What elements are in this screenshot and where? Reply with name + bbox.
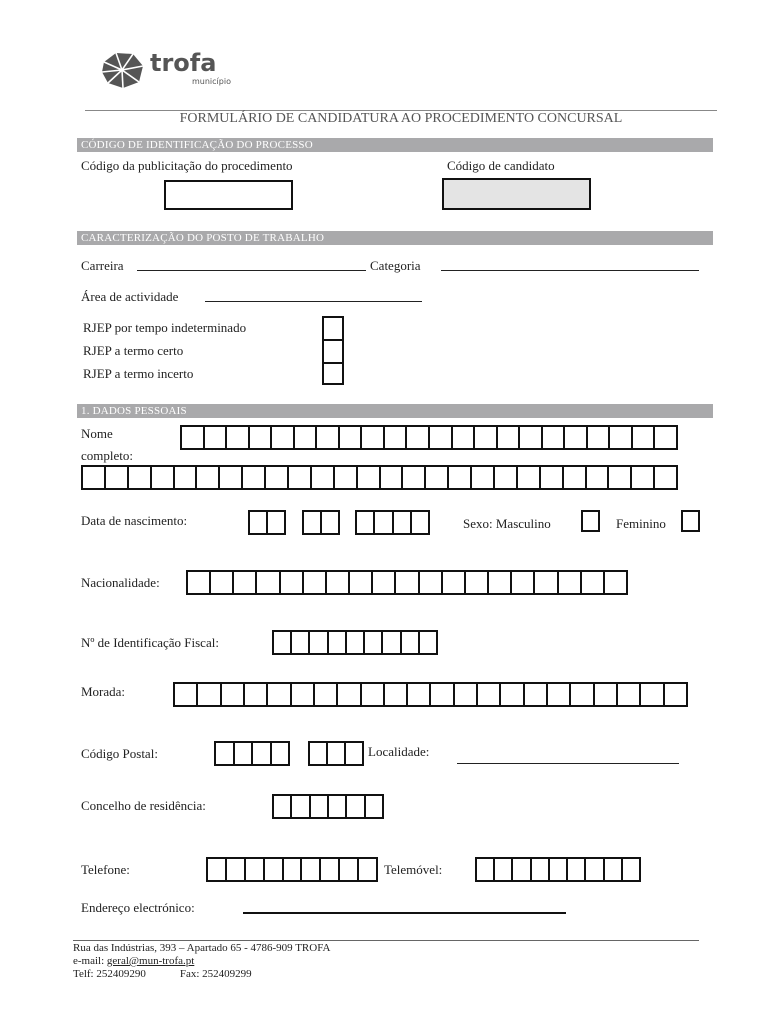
char-cell[interactable] — [268, 684, 291, 705]
char-cell[interactable] — [582, 572, 605, 593]
char-cell[interactable] — [245, 684, 268, 705]
char-cell[interactable] — [205, 427, 228, 448]
candidate-code-label: Código de candidato — [447, 158, 555, 173]
full-name-field-line2[interactable] — [81, 465, 678, 490]
council-field[interactable] — [272, 794, 384, 819]
postal-code-label: Código Postal: — [81, 746, 158, 761]
char-cell[interactable] — [359, 859, 376, 880]
char-cell[interactable] — [455, 684, 478, 705]
categoria-label: Categoria — [370, 258, 421, 273]
char-cell[interactable] — [605, 572, 626, 593]
option-indeterminate-label: RJEP por tempo indeterminado — [83, 320, 247, 335]
char-cell[interactable] — [571, 684, 594, 705]
char-cell[interactable] — [385, 684, 408, 705]
nationality-label: Nacionalidade: — [81, 575, 160, 590]
char-cell[interactable] — [564, 467, 587, 488]
full-name-field-line1[interactable] — [180, 425, 678, 450]
char-cell[interactable] — [227, 427, 250, 448]
char-cell[interactable] — [272, 743, 289, 764]
locality-label: Localidade: — [368, 744, 430, 759]
char-cell[interactable] — [407, 427, 430, 448]
char-cell[interactable] — [310, 743, 328, 764]
char-cell[interactable] — [396, 572, 419, 593]
char-cell[interactable] — [366, 796, 382, 817]
rjep-uncertain-term-checkbox[interactable] — [324, 364, 342, 385]
char-cell[interactable] — [292, 632, 310, 653]
char-cell[interactable] — [304, 512, 322, 533]
char-cell[interactable] — [302, 859, 321, 880]
footer-email-line — [73, 955, 330, 968]
phone-field[interactable] — [206, 857, 378, 882]
char-cell[interactable] — [335, 467, 358, 488]
section-personal-header: 1. DADOS PESSOAIS — [77, 404, 713, 418]
section-post-header: CARACTERIZAÇÃO DO POSTO DE TRABALHO — [77, 231, 713, 245]
char-cell[interactable] — [443, 572, 466, 593]
char-cell[interactable] — [208, 859, 227, 880]
char-cell[interactable] — [250, 427, 273, 448]
char-cell[interactable] — [609, 467, 632, 488]
char-cell[interactable] — [632, 467, 655, 488]
char-cell[interactable] — [328, 743, 346, 764]
carreira-field[interactable] — [137, 270, 366, 271]
footer-phone: Telf: 252409290 — [73, 968, 146, 980]
char-cell[interactable] — [362, 684, 385, 705]
char-cell[interactable] — [338, 684, 361, 705]
name-label-line1: Nome — [81, 426, 113, 441]
char-cell[interactable] — [362, 427, 385, 448]
char-cell[interactable] — [292, 684, 315, 705]
section-process-header: CÓDIGO DE IDENTIFICAÇÃO DO PROCESSO — [77, 138, 713, 152]
char-cell[interactable] — [605, 859, 623, 880]
char-cell[interactable] — [394, 512, 412, 533]
char-cell[interactable] — [265, 859, 284, 880]
char-cell[interactable] — [535, 572, 558, 593]
char-cell[interactable] — [610, 427, 633, 448]
char-cell[interactable] — [235, 743, 254, 764]
footer-email-link[interactable]: geral@mun-trofa.pt — [106, 955, 195, 967]
council-label: Concelho de residência: — [81, 798, 206, 813]
postal-code-suffix-field[interactable] — [308, 741, 364, 766]
char-cell[interactable] — [317, 427, 340, 448]
char-cell[interactable] — [513, 859, 531, 880]
char-cell[interactable] — [518, 467, 541, 488]
char-cell[interactable] — [431, 684, 454, 705]
char-cell[interactable] — [243, 467, 266, 488]
char-cell[interactable] — [350, 572, 373, 593]
char-cell[interactable] — [430, 427, 453, 448]
char-cell[interactable] — [340, 427, 363, 448]
char-cell[interactable] — [250, 512, 268, 533]
logo-name: trofa — [150, 49, 217, 77]
char-cell[interactable] — [295, 427, 318, 448]
char-cell[interactable] — [525, 684, 548, 705]
mobile-label: Telemóvel: — [384, 862, 443, 877]
birth-day-field[interactable] — [248, 510, 286, 535]
char-cell[interactable] — [548, 684, 571, 705]
char-cell[interactable] — [420, 572, 443, 593]
char-cell[interactable] — [272, 427, 295, 448]
char-cell[interactable] — [284, 859, 303, 880]
sex-female-label: Feminino — [616, 516, 666, 531]
char-cell[interactable] — [292, 796, 310, 817]
char-cell[interactable] — [83, 467, 106, 488]
char-cell[interactable] — [655, 467, 676, 488]
footer-address: Rua das Indústrias, 393 – Apartado 65 - 4786-909 TROFA — [73, 942, 331, 954]
option-fixed-term-label: RJEP a termo certo — [83, 343, 184, 358]
footer-email-prefix: e-mail: — [73, 955, 107, 967]
char-cell[interactable] — [520, 427, 543, 448]
char-cell[interactable] — [304, 572, 327, 593]
area-field[interactable] — [205, 301, 422, 302]
area-label: Área de actividade — [81, 289, 179, 304]
char-cell[interactable] — [175, 684, 198, 705]
postal-code-main-field[interactable] — [214, 741, 290, 766]
char-cell[interactable] — [274, 632, 292, 653]
char-cell[interactable] — [543, 427, 566, 448]
char-cell[interactable] — [501, 684, 524, 705]
char-cell[interactable] — [618, 684, 641, 705]
char-cell[interactable] — [253, 743, 272, 764]
char-cell[interactable] — [472, 467, 495, 488]
char-cell[interactable] — [495, 467, 518, 488]
carreira-label: Carreira — [81, 258, 124, 273]
mobile-field[interactable] — [475, 857, 641, 882]
char-cell[interactable] — [197, 467, 220, 488]
char-cell[interactable] — [234, 572, 257, 593]
char-cell[interactable] — [655, 427, 676, 448]
char-cell[interactable] — [412, 512, 428, 533]
char-cell[interactable] — [383, 632, 401, 653]
char-cell[interactable] — [188, 572, 211, 593]
char-cell[interactable] — [489, 572, 512, 593]
email-field[interactable] — [243, 912, 566, 914]
char-cell[interactable] — [373, 572, 396, 593]
rjep-fixed-term-checkbox[interactable] — [324, 341, 342, 364]
footer-fax: Fax: 252409299 — [179, 968, 252, 980]
sex-female-checkbox[interactable] — [681, 510, 700, 532]
char-cell[interactable] — [310, 632, 328, 653]
char-cell[interactable] — [408, 684, 431, 705]
char-cell[interactable] — [550, 859, 568, 880]
char-cell[interactable] — [358, 467, 381, 488]
birth-month-field[interactable] — [302, 510, 340, 535]
char-cell[interactable] — [568, 859, 586, 880]
char-cell[interactable] — [347, 796, 365, 817]
char-cell[interactable] — [402, 632, 420, 653]
char-cell[interactable] — [216, 743, 235, 764]
char-cell[interactable] — [222, 684, 245, 705]
char-cell[interactable] — [375, 512, 393, 533]
pub-code-label: Código da publicitação do procedimento — [81, 158, 293, 173]
char-cell[interactable] — [426, 467, 449, 488]
email-label: Endereço electrónico: — [81, 900, 195, 915]
char-cell[interactable] — [329, 632, 347, 653]
municipality-logo — [100, 50, 230, 90]
char-cell[interactable] — [220, 467, 243, 488]
char-cell[interactable] — [315, 684, 338, 705]
char-cell[interactable] — [365, 632, 383, 653]
logo-subtitle: município — [192, 77, 231, 86]
char-cell[interactable] — [106, 467, 129, 488]
char-cell[interactable] — [329, 796, 347, 817]
char-cell[interactable] — [495, 859, 513, 880]
char-cell[interactable] — [641, 684, 664, 705]
char-cell[interactable] — [532, 859, 550, 880]
char-cell[interactable] — [633, 427, 656, 448]
birth-year-field[interactable] — [355, 510, 430, 535]
char-cell[interactable] — [512, 572, 535, 593]
categoria-field[interactable] — [441, 270, 699, 271]
char-cell[interactable] — [478, 684, 501, 705]
char-cell[interactable] — [385, 427, 408, 448]
char-cell[interactable] — [289, 467, 312, 488]
char-cell[interactable] — [227, 859, 246, 880]
char-cell[interactable] — [403, 467, 426, 488]
pub-code-field[interactable] — [164, 180, 293, 210]
char-cell[interactable] — [311, 796, 329, 817]
char-cell[interactable] — [152, 467, 175, 488]
char-cell[interactable] — [559, 572, 582, 593]
phone-label: Telefone: — [81, 862, 130, 877]
option-uncertain-term-label: RJEP a termo incerto — [83, 366, 194, 381]
char-cell[interactable] — [198, 684, 221, 705]
char-cell[interactable] — [340, 859, 359, 880]
char-cell[interactable] — [565, 427, 588, 448]
footer — [73, 942, 330, 981]
char-cell[interactable] — [312, 467, 335, 488]
char-cell[interactable] — [541, 467, 564, 488]
char-cell[interactable] — [381, 467, 404, 488]
char-cell[interactable] — [665, 684, 686, 705]
locality-field[interactable] — [457, 763, 679, 764]
char-cell[interactable] — [595, 684, 618, 705]
char-cell[interactable] — [587, 467, 610, 488]
char-cell[interactable] — [257, 572, 280, 593]
char-cell[interactable] — [449, 467, 472, 488]
char-cell[interactable] — [346, 743, 362, 764]
rjep-checkbox-column — [322, 316, 344, 385]
footer-rule — [73, 940, 699, 941]
candidate-code-field — [442, 178, 591, 210]
char-cell[interactable] — [477, 859, 495, 880]
char-cell[interactable] — [246, 859, 265, 880]
char-cell[interactable] — [588, 427, 611, 448]
char-cell[interactable] — [498, 427, 521, 448]
name-label-line2: completo: — [81, 448, 133, 463]
char-cell[interactable] — [586, 859, 604, 880]
char-cell[interactable] — [281, 572, 304, 593]
char-cell[interactable] — [475, 427, 498, 448]
nif-label: Nº de Identificação Fiscal: — [81, 635, 219, 650]
char-cell[interactable] — [453, 427, 476, 448]
char-cell[interactable] — [327, 572, 350, 593]
char-cell[interactable] — [347, 632, 365, 653]
rjep-indeterminate-checkbox[interactable] — [324, 318, 342, 341]
sex-male-checkbox[interactable] — [581, 510, 600, 532]
char-cell[interactable] — [175, 467, 198, 488]
form-title: FORMULÁRIO DE CANDIDATURA AO PROCEDIMENTO CONCURSAL — [179, 111, 623, 126]
char-cell[interactable] — [182, 427, 205, 448]
nif-field[interactable] — [272, 630, 438, 655]
sex-male-label: Sexo: Masculino — [463, 516, 551, 531]
nationality-field[interactable] — [186, 570, 628, 595]
char-cell[interactable] — [266, 467, 289, 488]
address-field[interactable] — [173, 682, 688, 707]
char-cell[interactable] — [623, 859, 639, 880]
char-cell[interactable] — [321, 859, 340, 880]
char-cell[interactable] — [268, 512, 284, 533]
char-cell[interactable] — [274, 796, 292, 817]
char-cell[interactable] — [466, 572, 489, 593]
char-cell[interactable] — [129, 467, 152, 488]
char-cell[interactable] — [420, 632, 436, 653]
trofa-logo-icon — [100, 50, 146, 90]
birth-date-label: Data de nascimento: — [81, 513, 188, 528]
char-cell[interactable] — [322, 512, 338, 533]
footer-contacts — [73, 968, 330, 981]
char-cell[interactable] — [211, 572, 234, 593]
char-cell[interactable] — [357, 512, 375, 533]
address-label: Morada: — [81, 684, 126, 699]
